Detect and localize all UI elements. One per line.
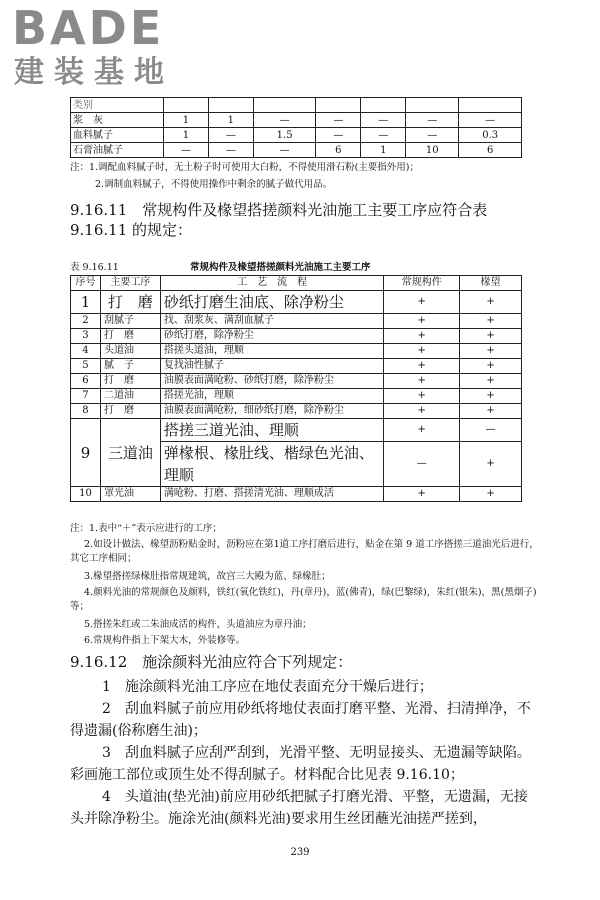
table-row (71, 113, 522, 128)
table-cell: — (164, 143, 209, 158)
table-cell: 1 (208, 113, 253, 128)
mark-rafter: + (460, 359, 522, 374)
mark-regular: + (384, 359, 460, 374)
table-row (71, 359, 522, 374)
table-header-cell: 类别 (71, 98, 164, 113)
mark-regular: + (384, 344, 460, 359)
step-number: 8 (71, 404, 101, 419)
header-cell: 常规构件 (384, 276, 460, 291)
table-row (71, 314, 522, 329)
table-cell: 6 (316, 143, 361, 158)
logo-subtitle: 建装基地 (14, 55, 174, 90)
table-note: 注：1.表中“＋”表示应进行的工序； (70, 523, 222, 534)
step-flow: 油膜表面满呛粉、砂纸打磨，除净粉尘 (160, 374, 383, 389)
table-cell: — (361, 113, 406, 128)
step-flow: 找、刮浆灰、满刮血腻子 (160, 314, 383, 329)
step-number: 9 (71, 419, 101, 487)
mark-rafter: + (460, 344, 522, 359)
table-cell: — (208, 143, 253, 158)
step-flow: 满呛粉、打磨、搭搓清光油、理顺成活 (160, 487, 383, 502)
mark-regular: + (384, 487, 460, 502)
clause-item: 3 刮血料腻子应刮严刮到，光滑平整、无明显接头、无遗漏等缺陷。彩画施工部位或顶生处不得刮腻子。材料配合比见表 9.16.10； (70, 745, 531, 783)
table-row (71, 404, 522, 419)
mark-regular: + (384, 291, 460, 314)
table-cell: 1.5 (253, 128, 316, 143)
header-cell: 工 艺 流 程 (160, 276, 383, 291)
clause-item: 2 刮血料腻子前应用砂纸将地仗表面打磨平整、光滑、扫清掸净，不得遗漏(俗称磨生油)； (70, 701, 531, 739)
table-cell: — (316, 113, 361, 128)
table-note: 2.调制血料腻子，不得使用操作中剩余的腻子做代用品。 (95, 179, 333, 190)
mark-rafter: + (460, 314, 522, 329)
page-number: 239 (290, 847, 310, 858)
table-row (71, 143, 522, 158)
step-name: 腻 子 (100, 359, 160, 374)
header-cell: 主要工序 (100, 276, 160, 291)
mark-regular: + (384, 419, 460, 442)
step-number: 2 (71, 314, 101, 329)
step-flow: 搭搓头道油，理顺 (160, 344, 383, 359)
step-number: 6 (71, 374, 101, 389)
table-label: 表 9.16.11 (70, 262, 119, 273)
table-cell: 1 (164, 128, 209, 143)
step-flow: 砂纸打磨生油底、除净粉尘 (160, 291, 383, 314)
step-name: 刮腻子 (100, 314, 160, 329)
mark-regular: + (384, 374, 460, 389)
table-row (71, 98, 522, 113)
row-label: 浆 灰 (71, 113, 164, 128)
mark-rafter: + (460, 389, 522, 404)
table-row (71, 291, 522, 314)
step-name: 打 磨 (100, 329, 160, 344)
table-cell: — (208, 128, 253, 143)
clause-item: 1 施涂颜料光油工序应在地仗表面充分干燥后进行； (102, 679, 433, 695)
table-cell: 6 (459, 143, 522, 158)
table-note: 4.颜料光油的常规颜色及颜料，铁红(氧化铁红)，丹(章丹)，蓝(佛青)，绿(巴黎绿)，朱红(银朱)，黑(黑烟子)等； (70, 587, 537, 612)
table-note: 5.搭搓朱红或二朱油成活的构件，头道油应为章丹油； (84, 619, 312, 630)
table-note: 6.常规构件指上下架大木，外装修等。 (84, 635, 246, 646)
table-row (71, 344, 522, 359)
table-header-row (71, 276, 522, 291)
step-flow: 搭搓光油，理顺 (160, 389, 383, 404)
table-note: 注：1.调配血料腻子时，无土粉子时可使用大白粉，不得使用滑石粉(主要指外用)； (70, 162, 419, 173)
step-name: 打 磨 (100, 404, 160, 419)
mark-regular: + (384, 314, 460, 329)
table-cell: 0.3 (459, 128, 522, 143)
step-number: 10 (71, 487, 101, 502)
table-cell: 1 (361, 143, 406, 158)
table-row (71, 128, 522, 143)
mark-rafter: + (460, 404, 522, 419)
step-name: 打 磨 (100, 374, 160, 389)
step-flow: 复找油性腻子 (160, 359, 383, 374)
table-cell: — (316, 128, 361, 143)
table-row (71, 419, 522, 442)
logo-text: BADE (12, 1, 165, 55)
table-cell: — (459, 113, 522, 128)
table-note: 3.椽望搭搓绿椽肚指常规建筑，故宫三大殿为蓝、绿椽肚； (84, 571, 331, 582)
table-cell: — (253, 143, 316, 158)
mark-regular: + (384, 389, 460, 404)
table-cell: — (253, 113, 316, 128)
step-number: 7 (71, 389, 101, 404)
step-flow: 油膜表面满呛粉，细砂纸打磨，除净粉尘 (160, 404, 383, 419)
table-cell: — (406, 128, 459, 143)
step-name: 三道油 (100, 419, 160, 487)
mark-rafter: + (460, 291, 522, 314)
clause-item: 4 头道油(垫光油)前应用砂纸把腻子打磨光滑、平整，无遗漏，无接头并除净粉尘。施涂光油(颜料光油)要求用生丝团蘸光油搓严搓到， (70, 789, 528, 827)
table-cell: 1 (164, 113, 209, 128)
table-row (71, 329, 522, 344)
table-row (71, 487, 522, 502)
step-flow: 砂纸打磨，除净粉尘 (160, 329, 383, 344)
step-flow: 弹椽根、椽肚线、楷绿色光油、理顺 (160, 442, 383, 487)
table-note: 2.如设计做法、椽望沥粉贴金时，沥粉应在第1道工序打磨后进行，贴金在第 9 道工序搭搓三道油光后进行，其它工序相同； (70, 539, 539, 564)
row-label: 石膏油腻子 (71, 143, 164, 158)
step-name: 二道油 (100, 389, 160, 404)
process-table (70, 275, 522, 502)
step-name: 打 磨 (100, 291, 160, 314)
step-flow: 搭搓三道光油、理顺 (160, 419, 383, 442)
mark-regular: + (384, 404, 460, 419)
step-number: 5 (71, 359, 101, 374)
table-row (71, 374, 522, 389)
step-name: 罩光油 (100, 487, 160, 502)
header-cell: 椽望 (460, 276, 522, 291)
mark-rafter: + (460, 442, 522, 487)
table-cell: 10 (406, 143, 459, 158)
step-name: 头道油 (100, 344, 160, 359)
header-cell: 序号 (71, 276, 101, 291)
mark-rafter: — (460, 419, 522, 442)
section-paragraph: 9.16.11 常规构件及椽望搭搓颜料光油施工主要工序应符合表 9.16.11 的规定： (70, 201, 488, 239)
mark-rafter: + (460, 487, 522, 502)
section-heading: 9.16.12 施涂颜料光油应符合下列规定： (70, 653, 353, 671)
mark-rafter: + (460, 329, 522, 344)
step-number: 4 (71, 344, 101, 359)
row-label: 血料腻子 (71, 128, 164, 143)
table-cell: — (361, 128, 406, 143)
table-cell: — (406, 113, 459, 128)
mark-regular: — (384, 442, 460, 487)
mark-rafter: + (460, 374, 522, 389)
mark-regular: + (384, 329, 460, 344)
table-row (71, 389, 522, 404)
table-title: 常规构件及椽望搭搓颜料光油施工主要工序 (190, 262, 371, 273)
step-number: 1 (71, 291, 101, 314)
material-ratio-table (70, 97, 522, 158)
step-number: 3 (71, 329, 101, 344)
